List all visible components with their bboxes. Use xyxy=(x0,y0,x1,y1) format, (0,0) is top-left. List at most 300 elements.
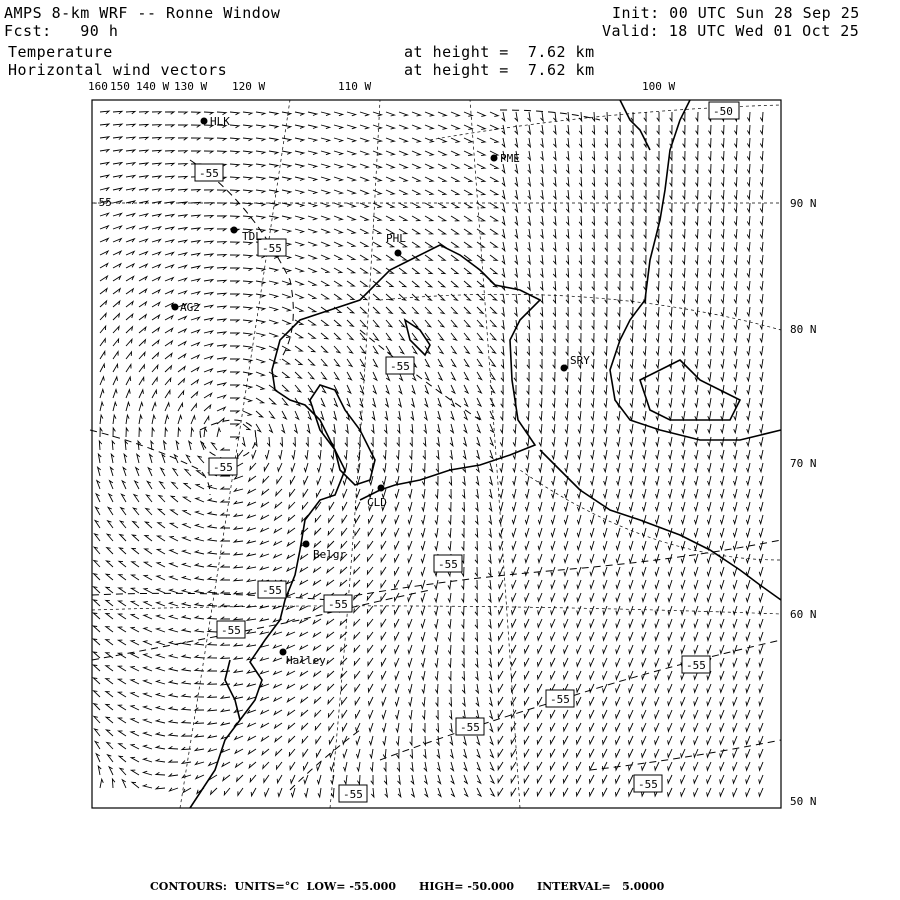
wind-vector xyxy=(733,541,737,550)
field-wind: Horizontal wind vectors xyxy=(8,61,228,79)
wind-vector xyxy=(695,489,699,498)
wind-vector xyxy=(313,606,321,611)
wind-vector xyxy=(669,294,672,303)
wind-vector xyxy=(708,229,711,238)
wind-vector xyxy=(591,476,594,485)
wind-vector xyxy=(498,671,503,679)
wind-vector xyxy=(256,346,265,350)
wind-vector xyxy=(502,294,505,303)
wind-vector xyxy=(438,125,446,129)
wind-vector xyxy=(708,411,711,420)
wind-vector xyxy=(182,616,191,619)
wind-vector xyxy=(489,632,492,641)
wind-vector xyxy=(603,697,607,705)
wind-vector xyxy=(334,398,337,406)
wind-vector xyxy=(221,487,230,489)
wind-vector xyxy=(747,385,750,394)
wind-vector xyxy=(563,762,568,770)
wind-vector xyxy=(616,502,620,511)
wind-vector xyxy=(261,710,269,714)
wind-vector xyxy=(93,613,100,619)
wind-vector xyxy=(476,463,479,472)
wind-vector xyxy=(464,203,472,208)
wind-vector xyxy=(605,281,607,290)
wind-vector xyxy=(248,710,256,713)
wind-vector xyxy=(119,744,126,749)
wind-vector xyxy=(137,454,140,463)
wind-vector xyxy=(100,389,104,398)
wind-vector xyxy=(734,489,738,498)
wind-vector xyxy=(386,164,394,168)
wind-vector xyxy=(247,644,256,647)
wind-vector xyxy=(269,359,277,364)
wind-vector xyxy=(513,463,516,472)
wind-vector xyxy=(683,177,685,186)
wind-vector xyxy=(410,437,412,446)
wind-vector xyxy=(399,216,407,221)
wind-vector xyxy=(528,138,531,147)
wind-vector xyxy=(287,554,295,559)
wind-vector xyxy=(707,684,711,692)
wind-vector xyxy=(682,320,685,329)
wind-vector xyxy=(368,632,373,639)
wind-vector xyxy=(681,736,685,744)
wind-vector xyxy=(551,645,556,653)
wind-vector xyxy=(157,602,165,606)
wind-vector xyxy=(100,264,108,269)
wind-vector xyxy=(94,587,101,593)
wind-vector xyxy=(230,151,239,154)
wind-vector xyxy=(605,307,607,316)
wind-vector xyxy=(169,602,178,606)
wind-vector xyxy=(631,281,633,290)
wind-vector xyxy=(438,255,445,260)
wind-vector xyxy=(590,658,594,666)
wind-vector xyxy=(563,749,568,757)
wind-vector xyxy=(287,567,295,571)
wind-vector xyxy=(617,385,620,394)
wind-vector xyxy=(616,749,621,757)
wind-vector xyxy=(733,528,737,537)
wind-vector xyxy=(552,411,555,420)
wind-vector xyxy=(295,346,302,351)
wind-vector xyxy=(511,762,516,770)
wind-vector xyxy=(489,515,492,524)
wind-vector xyxy=(234,501,243,504)
wind-vector xyxy=(438,372,442,380)
wind-vector xyxy=(113,111,122,114)
wind-vector xyxy=(360,216,368,221)
wind-vector xyxy=(605,112,608,121)
wind-vector xyxy=(746,502,750,511)
wind-vector xyxy=(451,190,459,195)
wind-vector xyxy=(369,697,374,705)
wind-vector xyxy=(381,554,386,562)
wind-vector xyxy=(643,333,646,342)
wind-vector xyxy=(234,552,243,555)
lat-label-90n: 90 N xyxy=(790,197,817,210)
wind-vector xyxy=(721,450,724,459)
wind-vector xyxy=(695,216,698,225)
wind-vector xyxy=(655,749,659,757)
wind-vector xyxy=(500,476,503,485)
wind-vector xyxy=(681,723,685,731)
wind-vector xyxy=(399,164,407,168)
wind-vector xyxy=(165,378,171,385)
wind-vector xyxy=(260,567,269,570)
wind-vector xyxy=(386,255,394,260)
wind-vector xyxy=(247,566,256,569)
wind-vector xyxy=(746,632,750,641)
wind-vector xyxy=(721,333,724,342)
wind-vector xyxy=(488,580,491,589)
wind-vector xyxy=(321,281,329,286)
wind-vector xyxy=(291,463,295,472)
wind-vector xyxy=(98,467,101,476)
wind-vector xyxy=(747,281,750,290)
wind-vector xyxy=(344,775,347,784)
wind-vector xyxy=(747,125,750,134)
wind-vector xyxy=(616,723,621,731)
wind-vector xyxy=(759,762,763,770)
wind-vector xyxy=(421,567,425,576)
wind-vector xyxy=(274,671,282,674)
station-dot xyxy=(378,485,385,492)
wind-vector xyxy=(707,515,711,524)
wind-vector xyxy=(295,385,301,392)
wind-vector xyxy=(204,190,213,192)
wind-vector xyxy=(538,515,542,524)
wind-vector xyxy=(178,316,186,320)
wind-vector xyxy=(464,190,472,195)
wind-vector xyxy=(694,593,698,602)
wind-vector xyxy=(604,385,607,394)
wind-vector xyxy=(644,177,646,186)
wind-vector xyxy=(409,710,412,719)
wind-vector xyxy=(282,281,291,285)
wind-vector xyxy=(222,762,230,766)
lat-label-80n: 80 N xyxy=(790,323,817,336)
wind-vector xyxy=(631,216,633,225)
wind-vector xyxy=(501,398,503,407)
wind-vector xyxy=(631,242,633,251)
wind-vector xyxy=(421,606,425,615)
wind-vector xyxy=(477,437,480,446)
wind-vector xyxy=(182,655,191,658)
wind-vector xyxy=(247,579,256,582)
map-title: AMPS 8-km WRF -- Ronne Window xyxy=(4,4,281,22)
wind-vector xyxy=(178,164,187,166)
wind-vector xyxy=(370,749,373,758)
wind-vector xyxy=(448,593,451,602)
wind-vector xyxy=(96,494,100,502)
wind-vector xyxy=(603,528,607,537)
wind-vector xyxy=(139,340,146,346)
wind-vector xyxy=(131,693,139,698)
wind-vector xyxy=(152,125,161,127)
wind-vector xyxy=(538,541,542,550)
wind-vector xyxy=(629,684,633,692)
wind-vector xyxy=(438,268,445,274)
wind-vector xyxy=(308,151,317,155)
wind-vector xyxy=(165,353,172,359)
wind-vector xyxy=(524,775,529,783)
wind-vector xyxy=(132,548,139,554)
wind-vector xyxy=(515,164,518,173)
wind-vector xyxy=(144,575,152,580)
wind-vector xyxy=(630,437,633,446)
wind-vector xyxy=(118,692,126,697)
wind-vector xyxy=(191,416,195,424)
wind-vector xyxy=(669,476,673,485)
wind-vector xyxy=(553,346,555,355)
wind-vector xyxy=(540,281,543,290)
wind-vector xyxy=(367,606,373,613)
wind-vector xyxy=(243,138,252,141)
wind-vector xyxy=(759,632,763,641)
wind-vector xyxy=(133,522,139,529)
wind-vector xyxy=(354,593,360,600)
wind-vector xyxy=(182,589,191,593)
wind-vector xyxy=(616,541,620,550)
wind-vector xyxy=(382,697,386,705)
wind-vector xyxy=(451,307,457,314)
wind-vector xyxy=(421,541,425,550)
wind-vector xyxy=(152,340,159,346)
wind-vector xyxy=(165,265,174,268)
wind-vector xyxy=(121,494,126,502)
wind-vector xyxy=(681,775,685,783)
wind-vector xyxy=(385,398,388,407)
wind-vector xyxy=(490,320,496,327)
wind-vector xyxy=(131,627,139,632)
wind-vector xyxy=(592,229,594,238)
wind-vector xyxy=(759,541,763,550)
wind-vector xyxy=(642,736,646,744)
wind-vector xyxy=(579,294,581,303)
wind-vector xyxy=(629,736,634,744)
wind-vector xyxy=(734,463,738,472)
wind-vector xyxy=(381,580,386,588)
wind-vector xyxy=(368,515,373,523)
wind-vector xyxy=(157,589,165,593)
wind-vector xyxy=(537,736,542,744)
wind-vector xyxy=(317,775,321,784)
wind-vector xyxy=(198,456,204,463)
wind-vector xyxy=(618,164,620,173)
wind-vector xyxy=(269,346,277,350)
wind-vector xyxy=(422,710,425,719)
wind-vector xyxy=(422,658,426,667)
wind-vector xyxy=(295,242,304,246)
wind-vector xyxy=(398,788,401,797)
wind-vector xyxy=(759,749,763,757)
wind-vector xyxy=(540,372,542,381)
wind-vector xyxy=(139,277,147,281)
wind-vector xyxy=(147,481,152,489)
wind-vector xyxy=(644,268,646,277)
wind-vector xyxy=(113,137,122,140)
wind-vector xyxy=(282,359,290,364)
wind-vector xyxy=(230,333,239,335)
wind-vector xyxy=(513,411,516,420)
wind-vector xyxy=(592,320,594,329)
wind-vector xyxy=(329,723,334,730)
wind-vector xyxy=(464,411,467,419)
wind-vector xyxy=(204,331,213,334)
wind-vector xyxy=(449,697,452,706)
wind-vector xyxy=(412,385,415,394)
wind-vector xyxy=(204,381,212,385)
wind-vector xyxy=(490,723,493,732)
wind-vector xyxy=(171,510,178,515)
wind-vector xyxy=(708,268,711,277)
wind-vector xyxy=(656,346,659,355)
wind-vector xyxy=(274,710,282,715)
wind-vector xyxy=(592,203,594,212)
wind-vector xyxy=(578,463,581,472)
wind-vector xyxy=(747,320,750,329)
wind-vector xyxy=(126,390,130,398)
wind-vector xyxy=(308,112,317,116)
wind-vector xyxy=(527,346,529,355)
wind-vector xyxy=(537,697,542,705)
wind-vector xyxy=(425,203,433,208)
wind-vector xyxy=(490,294,497,300)
wind-vector xyxy=(603,632,607,640)
wind-vector xyxy=(642,723,646,731)
wind-vector xyxy=(669,450,672,459)
wind-vector xyxy=(185,469,191,476)
wind-vector xyxy=(204,356,213,359)
wind-vector xyxy=(603,619,607,627)
wind-vector xyxy=(490,255,497,260)
wind-vector xyxy=(156,733,165,736)
wind-vector xyxy=(178,176,187,179)
wind-vector xyxy=(178,240,187,243)
wind-vector xyxy=(172,482,178,489)
wind-vector xyxy=(642,606,646,615)
wind-vector xyxy=(502,138,505,147)
wind-vector xyxy=(476,697,479,706)
wind-vector xyxy=(566,255,568,264)
wind-vector xyxy=(308,203,317,207)
wind-vector xyxy=(178,112,187,114)
wind-vector xyxy=(578,372,581,381)
wind-vector xyxy=(360,346,365,353)
wind-vector xyxy=(183,510,191,515)
wind-vector xyxy=(490,190,498,195)
wind-vector xyxy=(93,652,100,658)
wind-vector xyxy=(618,281,620,290)
wind-vector xyxy=(321,333,328,339)
wind-vector xyxy=(412,333,417,340)
wind-vector xyxy=(165,227,174,230)
wind-vector xyxy=(630,476,633,485)
wind-vector xyxy=(477,125,485,129)
wind-vector xyxy=(695,398,698,407)
wind-vector xyxy=(670,242,673,251)
wind-vector xyxy=(668,671,672,679)
wind-vector xyxy=(347,203,355,207)
wind-vector xyxy=(131,640,139,645)
wind-vector xyxy=(315,528,321,535)
wind-vector xyxy=(695,255,698,264)
wind-vector xyxy=(707,528,711,537)
wind-vector xyxy=(106,692,113,698)
wind-vector xyxy=(499,580,503,588)
wind-vector xyxy=(178,291,187,294)
wind-vector xyxy=(603,710,608,718)
wind-vector xyxy=(93,665,100,671)
wind-vector xyxy=(217,242,226,244)
wind-vector xyxy=(243,411,251,415)
wind-vector xyxy=(695,450,698,459)
wind-vector xyxy=(152,176,161,179)
wind-vector xyxy=(435,489,438,498)
wind-vector xyxy=(629,567,633,576)
wind-vector xyxy=(334,268,342,273)
wind-vector xyxy=(347,229,355,234)
wind-vector xyxy=(100,238,108,242)
wind-vector xyxy=(282,307,290,311)
wind-vector xyxy=(156,667,165,671)
wind-vector xyxy=(540,346,542,355)
wind-vector xyxy=(734,333,737,342)
wind-vector xyxy=(126,264,134,268)
wind-vector xyxy=(144,719,153,723)
wind-vector xyxy=(603,671,607,679)
wind-vector xyxy=(539,476,542,485)
wind-vector xyxy=(217,306,226,309)
wind-vector xyxy=(330,762,334,771)
wind-vector xyxy=(605,138,608,147)
wind-vector xyxy=(170,536,178,541)
wind-vector xyxy=(243,151,252,154)
wind-vector xyxy=(95,521,100,529)
wind-vector xyxy=(152,277,160,281)
wind-vector xyxy=(282,112,291,115)
wind-vector xyxy=(248,502,256,506)
wind-vector xyxy=(502,229,505,238)
wind-vector xyxy=(347,398,350,407)
wind-vector xyxy=(108,521,113,528)
wind-vector xyxy=(182,603,191,607)
wind-vector xyxy=(126,163,135,166)
wind-vector xyxy=(655,515,659,524)
wind-vector xyxy=(464,775,467,783)
wind-vector xyxy=(760,476,764,485)
wind-vector xyxy=(183,788,191,793)
wind-vector xyxy=(436,723,439,732)
wind-vector xyxy=(409,476,412,485)
wind-vector xyxy=(477,177,485,182)
wind-vector xyxy=(93,600,100,606)
wind-vector xyxy=(234,643,243,646)
wind-vector xyxy=(368,528,373,536)
wind-vector xyxy=(139,188,148,191)
wind-vector xyxy=(395,645,399,653)
wind-vector xyxy=(590,502,594,511)
wind-vector xyxy=(178,428,181,437)
wind-vector xyxy=(746,697,750,705)
wind-vector xyxy=(317,463,321,472)
wind-vector xyxy=(328,710,334,717)
wind-vector xyxy=(152,353,159,359)
wind-vector xyxy=(437,411,440,420)
wind-vector xyxy=(564,645,568,653)
wind-vector xyxy=(94,574,100,580)
